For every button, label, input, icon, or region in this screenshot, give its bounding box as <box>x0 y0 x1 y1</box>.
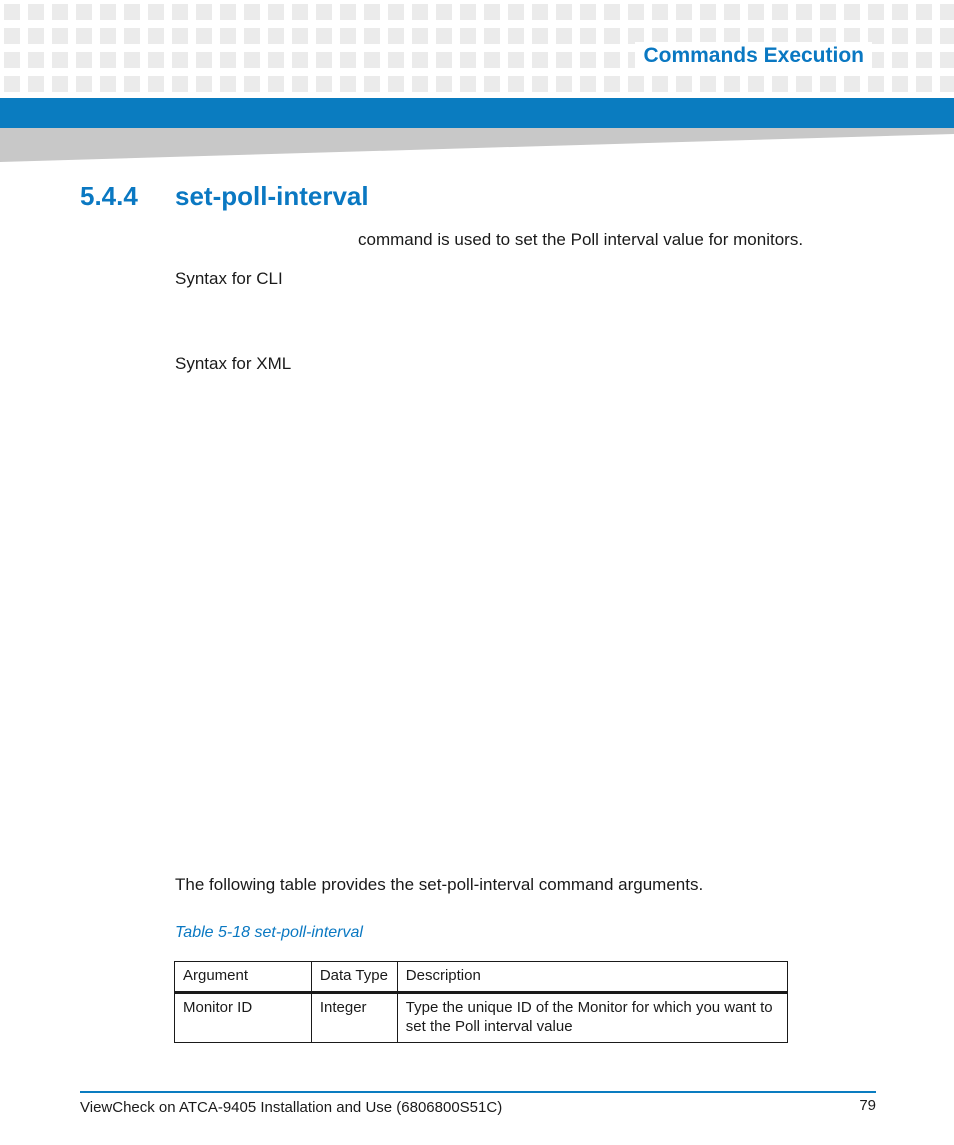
header-dot <box>76 76 92 92</box>
header-dot <box>412 4 428 20</box>
header-dot <box>892 28 908 44</box>
header-blue-bar <box>0 98 954 128</box>
header-dot <box>100 52 116 68</box>
header-dot <box>244 52 260 68</box>
header-dot <box>292 52 308 68</box>
header-dot <box>4 76 20 92</box>
header-dot <box>364 28 380 44</box>
header-dot <box>748 76 764 92</box>
header-dot <box>580 52 596 68</box>
header-dot <box>940 28 954 44</box>
header-dot <box>364 52 380 68</box>
table-cell: Integer <box>311 993 397 1043</box>
header-dot <box>460 28 476 44</box>
header-dot <box>124 4 140 20</box>
header-dot <box>796 4 812 20</box>
footer-rule <box>80 1091 876 1093</box>
header-dot <box>28 76 44 92</box>
header-dot <box>508 76 524 92</box>
header-dot <box>100 4 116 20</box>
header-dot <box>532 76 548 92</box>
header-dot <box>76 28 92 44</box>
header-dot <box>892 52 908 68</box>
header-dot <box>916 4 932 20</box>
header-dot <box>556 28 572 44</box>
header-dot <box>124 28 140 44</box>
header-dot <box>52 76 68 92</box>
header-dot <box>172 28 188 44</box>
header-dot <box>556 4 572 20</box>
header-dot <box>364 4 380 20</box>
header-dot <box>868 76 884 92</box>
header-dot <box>412 76 428 92</box>
header-dot <box>820 76 836 92</box>
header-dot <box>892 4 908 20</box>
header-dot <box>244 4 260 20</box>
header-dot <box>316 4 332 20</box>
header-dot <box>340 28 356 44</box>
header-dot <box>652 76 668 92</box>
header-dot <box>940 4 954 20</box>
header-dot <box>124 52 140 68</box>
header-dot <box>436 76 452 92</box>
header-dot <box>916 52 932 68</box>
header-dot <box>844 4 860 20</box>
header-dot <box>172 52 188 68</box>
header-dot <box>172 4 188 20</box>
header-dot <box>484 4 500 20</box>
syntax-xml-label: Syntax for XML <box>175 354 292 373</box>
header-dot <box>268 52 284 68</box>
header-dot <box>484 28 500 44</box>
header-dot <box>604 52 620 68</box>
header-dot <box>388 52 404 68</box>
header-dot <box>580 28 596 44</box>
header-dot <box>652 4 668 20</box>
header-dot <box>148 4 164 20</box>
header-dot <box>796 76 812 92</box>
header-dot-row <box>4 4 954 20</box>
header-dot <box>292 4 308 20</box>
header-dot <box>28 52 44 68</box>
header-dot <box>748 4 764 20</box>
header-dot <box>220 76 236 92</box>
header-dot <box>508 52 524 68</box>
header-dot <box>172 76 188 92</box>
header-dot <box>484 76 500 92</box>
table-intro-paragraph: The following table provides the set-poll-interval command arguments. <box>175 875 704 894</box>
header-dot <box>76 52 92 68</box>
header-dot <box>340 4 356 20</box>
header-dot <box>292 28 308 44</box>
header-dot <box>316 76 332 92</box>
table-header-cell: Description <box>397 962 787 993</box>
header-dot <box>388 28 404 44</box>
header-dot <box>628 76 644 92</box>
header-dot <box>532 28 548 44</box>
table-caption: Table 5-18 set-poll-interval <box>175 924 363 941</box>
header-dot <box>892 76 908 92</box>
header-dot <box>196 52 212 68</box>
header-dot <box>52 4 68 20</box>
header-dot <box>316 52 332 68</box>
header-dot <box>196 76 212 92</box>
table-cell: Monitor ID <box>175 993 312 1043</box>
header-dot <box>580 76 596 92</box>
table-cell: Type the unique ID of the Monitor for which you want to set the Poll interval value <box>397 993 787 1043</box>
page-number: 79 <box>859 1097 876 1114</box>
header-dot <box>724 4 740 20</box>
table-header-row <box>175 962 788 993</box>
header-dot <box>700 4 716 20</box>
running-section-title: Commands Execution <box>635 42 872 70</box>
header-dot <box>604 76 620 92</box>
header-dot <box>292 76 308 92</box>
table-header-cell: Data Type <box>311 962 397 993</box>
header-dot <box>148 28 164 44</box>
header-dot <box>460 52 476 68</box>
header-dot <box>52 52 68 68</box>
header-dot <box>340 52 356 68</box>
syntax-cli-label: Syntax for CLI <box>175 269 283 288</box>
header-dot <box>268 28 284 44</box>
header-dot <box>100 76 116 92</box>
header-dot <box>556 76 572 92</box>
header-dot <box>244 76 260 92</box>
header-dot <box>388 76 404 92</box>
header-dot <box>412 52 428 68</box>
header-dot <box>268 76 284 92</box>
header-dot <box>196 4 212 20</box>
header-dot <box>340 76 356 92</box>
header-dot <box>916 28 932 44</box>
header-dot <box>508 4 524 20</box>
header-dot <box>484 52 500 68</box>
header-grey-wedge <box>0 128 954 164</box>
header-dot <box>220 28 236 44</box>
header-dot <box>604 28 620 44</box>
table-header-cell: Argument <box>175 962 312 993</box>
header-dot <box>124 76 140 92</box>
header-dot <box>4 28 20 44</box>
header-dot <box>436 4 452 20</box>
header-dot <box>508 28 524 44</box>
header-dot <box>364 76 380 92</box>
header-dot <box>916 76 932 92</box>
header-dot <box>844 76 860 92</box>
header-dot <box>52 28 68 44</box>
header-dot <box>532 52 548 68</box>
header-dot <box>4 4 20 20</box>
section-heading <box>80 181 369 212</box>
section-title: set-poll-interval <box>175 181 369 211</box>
header-dot <box>148 76 164 92</box>
header-dot <box>28 4 44 20</box>
header-dot <box>820 4 836 20</box>
header-dot <box>268 4 284 20</box>
header-dot <box>868 4 884 20</box>
header-dot <box>628 4 644 20</box>
section-number: 5.4.4 <box>80 181 138 211</box>
header-dot <box>316 28 332 44</box>
header-dot <box>940 52 954 68</box>
header-dot <box>388 4 404 20</box>
header-dot <box>100 28 116 44</box>
header-dot <box>28 28 44 44</box>
header-dot <box>460 4 476 20</box>
header-dot <box>556 52 572 68</box>
header-dot <box>436 28 452 44</box>
header-dot <box>724 76 740 92</box>
header-dot <box>436 52 452 68</box>
header-dot <box>220 4 236 20</box>
header-dot <box>676 4 692 20</box>
header-dot <box>220 52 236 68</box>
header-dot <box>772 76 788 92</box>
header-dot <box>4 52 20 68</box>
header-dot-row <box>4 76 954 92</box>
arguments-table <box>174 961 788 1043</box>
header-dot <box>940 76 954 92</box>
intro-paragraph: command is used to set the Poll interval value for monitors. <box>358 230 804 249</box>
header-dot <box>772 4 788 20</box>
header-dot <box>580 4 596 20</box>
header-dot <box>460 76 476 92</box>
header-dot <box>76 4 92 20</box>
header-dot <box>196 28 212 44</box>
table-row <box>175 993 788 1043</box>
header-dot <box>532 4 548 20</box>
header-dot <box>676 76 692 92</box>
header-dot <box>148 52 164 68</box>
header-dot <box>700 76 716 92</box>
header-dot <box>412 28 428 44</box>
header-dot <box>244 28 260 44</box>
header-dot <box>604 4 620 20</box>
footer-document-title: ViewCheck on ATCA-9405 Installation and Use (6806800S51C) <box>80 1099 503 1116</box>
